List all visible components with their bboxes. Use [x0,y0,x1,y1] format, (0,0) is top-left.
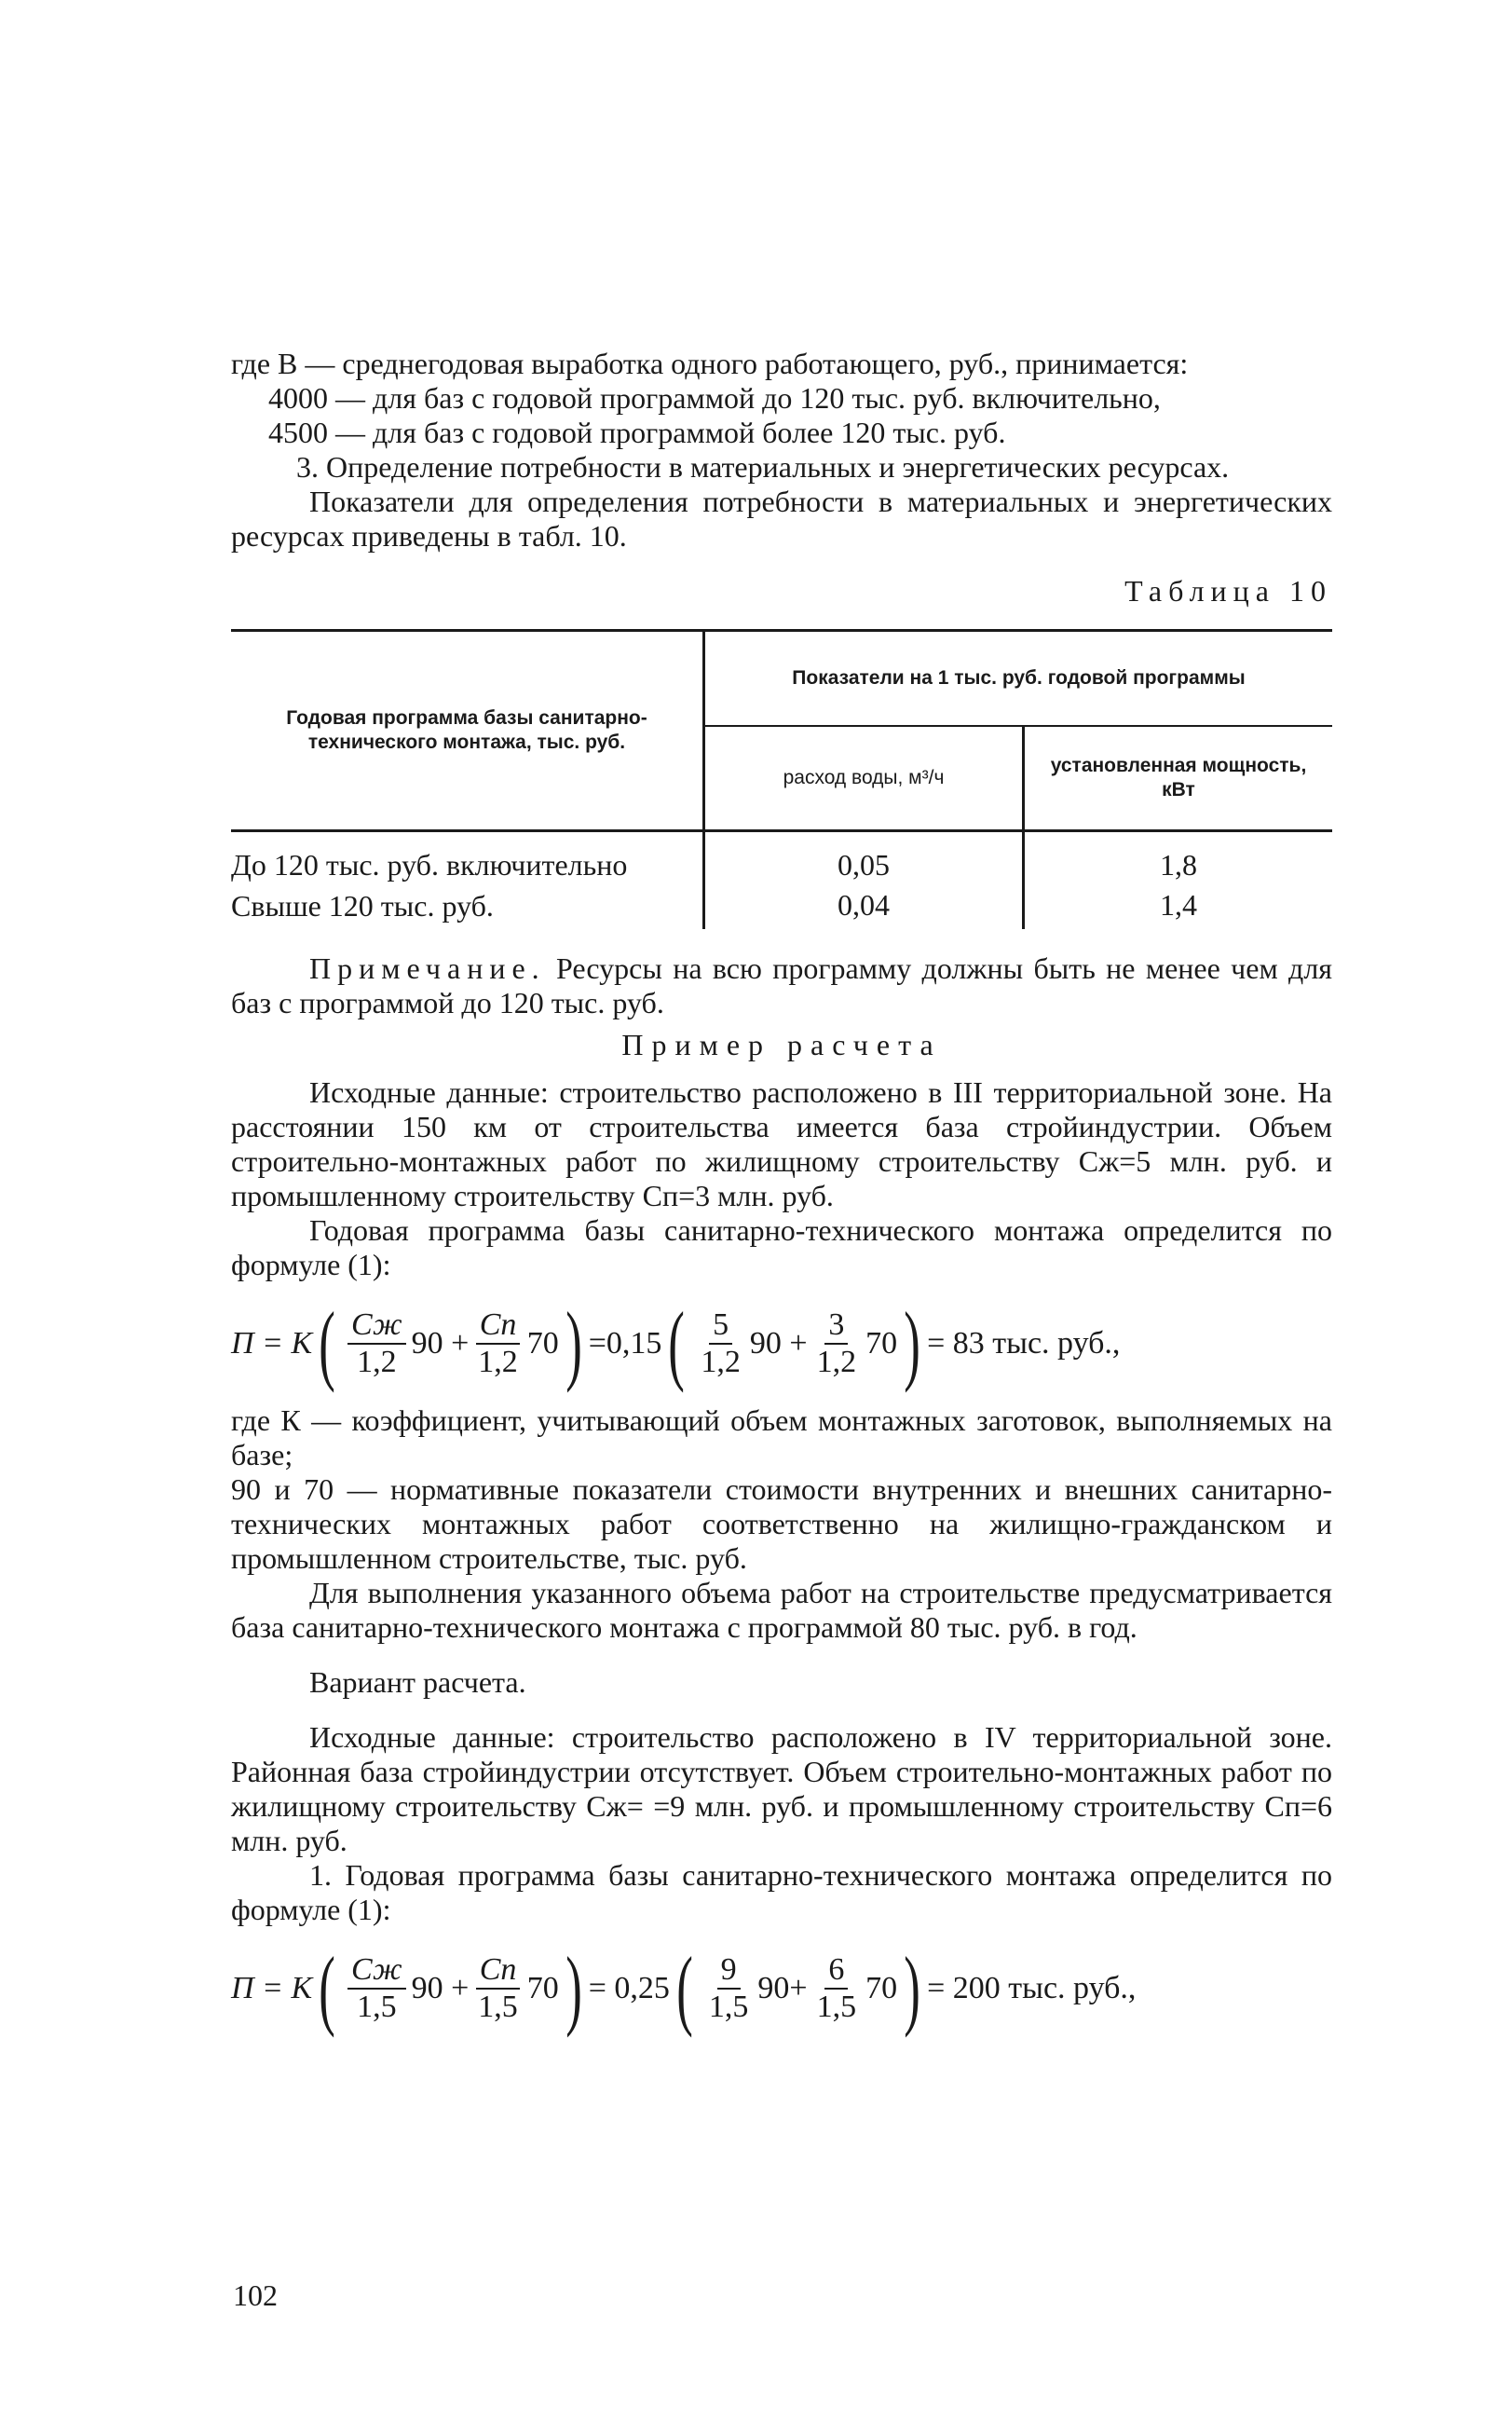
formula-term: 90 + [749,1325,808,1361]
fraction: $\frac{6}{1,5}$ [816,1951,857,2024]
text-column [231,347,1332,2048]
formula-result: = 83 тыс. руб., [927,1325,1121,1361]
note-label: Примечание. [309,951,546,985]
fraction: $\frac{9}{1,5}$ [708,1951,749,2024]
example-title: Пример расчета [621,1027,942,1061]
table-row [231,882,1332,929]
formula-term: 90+ [757,1970,808,2005]
row-power: 1,4 [1024,882,1333,929]
paragraph: 1. Годовая программа базы санитарно-технического монтажа определится по формуле (1): [231,1857,1332,1926]
fraction: $\frac{3}{1,2}$ [816,1306,857,1379]
paragraph: Исходные данные: строительство расположено в IV территориальной зоне. Районная база стройиндустрии отсутствует. Объем строительно-монтажных работ по жилищному строительству Сж= =9 млн. руб. и промышленному строительству Сп=6 млн. руб. [231,1719,1332,1857]
variant-title: Вариант расчета. [309,1664,526,1699]
page-number: 102 [233,2278,278,2312]
formula-term: 70 [526,1970,559,2005]
table-note [231,951,1332,1020]
formula-lhs: П = К [231,1325,313,1361]
paragraph: Показатели для определения потребности в материальных и энергетических ресурсах приведены в табл. 10. [231,485,1332,553]
fraction: $\frac{Сп}{1,2}$ [474,1307,522,1380]
paragraph: Годовая программа базы санитарно-технического монтажа определится по формуле (1): [231,1212,1332,1281]
formula-term: 90 + [411,1970,470,2005]
paragraph: Исходные данные: строительство расположено в III территориальной зоне. На расстоянии 150 км от строительства имеется база стройиндустрии. Объем строительно-монтажных работ по жилищному строительству Сж=5 млн. руб. и промышленному строительству Сп=3 млн. руб. [231,1074,1332,1212]
formula-term: 90 + [411,1325,470,1361]
note-text: Ресурсы на всю программу должны быть не менее чем для баз с программой до 120 тыс. руб. [231,951,1332,1019]
paragraph: 90 и 70 — нормативные показатели стоимости внутренних и внешних санитарно-технических монтажных работ соответственно на жилищно-гражданском и промышленном строительстве, тыс. руб. [231,1471,1332,1575]
paragraph: где К — коэффициент, учитывающий объем монтажных заготовок, выполняемых на базе; [231,1402,1332,1471]
paragraph: Для выполнения указанного объема работ на строительстве предусматривается база санитарно-технического монтажа с программой 80 тыс. руб. в год. [231,1575,1332,1644]
row-label: Свыше 120 тыс. руб. [231,888,494,923]
fraction: $\frac{Сп}{1,5}$ [474,1952,522,2025]
row-water: 0,05 [704,848,1024,882]
fraction: $\frac{Сж}{1,5}$ [347,1952,406,2025]
fraction: $\frac{5}{1,2}$ [701,1306,741,1379]
section-heading: 3. Определение потребности в материальных и энергетических ресурсах. [296,450,1230,484]
formula-term: 70 [865,1325,898,1361]
table-header-program: Годовая программа базы санитарно-технического монтажа, тыс. руб. [286,707,647,753]
list-item: 4000 — для баз с годовой программой до 120 тыс. руб. включительно, [268,381,1161,415]
row-water: 0,04 [704,882,1024,929]
table-header-power: установленная мощность, кВт [1024,726,1333,831]
formula-term: =0,15 [588,1325,662,1361]
table-header-group: Показатели на 1 тыс. руб. годовой программы [704,631,1333,727]
row-power: 1,8 [1024,848,1333,882]
fraction: $\frac{Сж}{1,2}$ [347,1307,406,1380]
formula-term: 70 [865,1970,898,2005]
table-caption: Таблица 10 [1124,574,1332,608]
table-header-water: расход воды, м³/ч [704,726,1024,831]
formula-result: = 200 тыс. руб., [927,1970,1137,2005]
paragraph: где В — среднегодовая выработка одного работающего, руб., принимается: [231,347,1189,380]
formula-term: 70 [526,1325,559,1361]
formula-1: П = К ( $\frac{Сж}{1,2}$ 90 + $\frac{Сп}{1,2}$ 70 ) =0,15 ( $\frac{5}{1,2}$ 90 + $\frac{3}{1,2}$ 70 ) = 83 тыс. руб., [231,1293,1121,1393]
formula-term: = 0,25 [588,1970,670,2005]
table-row [231,848,1332,882]
formula-lhs: П = К [231,1970,313,2005]
list-item: 4500 — для баз с годовой программой более 120 тыс. руб. [268,416,1006,449]
row-label: До 120 тыс. руб. включительно [231,848,628,882]
formula-2: П = К ( $\frac{Сж}{1,5}$ 90 + $\frac{Сп}{1,5}$ 70 ) = 0,25 ( $\frac{9}{1,5}$ 90+ $\frac{6}{1,5}$ 70 ) = 200 тыс. руб., [231,1937,1137,2038]
resource-table [231,629,1332,929]
